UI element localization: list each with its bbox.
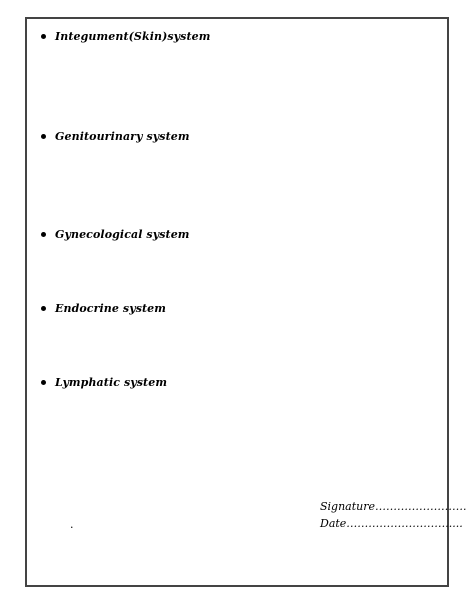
bullet-icon [41,232,46,237]
section-label: Genitourinary system [55,129,190,143]
stray-mark: . [70,518,74,531]
bullet-icon [41,306,46,311]
bullet-icon [41,380,46,385]
section-endocrine [41,300,166,316]
signature-field: Signature……………………. [320,500,467,513]
section-lymphatic [41,374,167,390]
bullet-icon [41,134,46,139]
bullet-icon [41,34,46,39]
section-label: Gynecological system [55,227,190,241]
section-gynecological [41,226,190,242]
date-field: Date………………………..... [320,517,463,530]
section-label: Endocrine system [55,301,167,315]
section-genitourinary [41,128,190,144]
section-label: Integument(Skin)system [55,29,211,43]
section-integument [41,28,210,44]
section-label: Lymphatic system [55,375,168,389]
